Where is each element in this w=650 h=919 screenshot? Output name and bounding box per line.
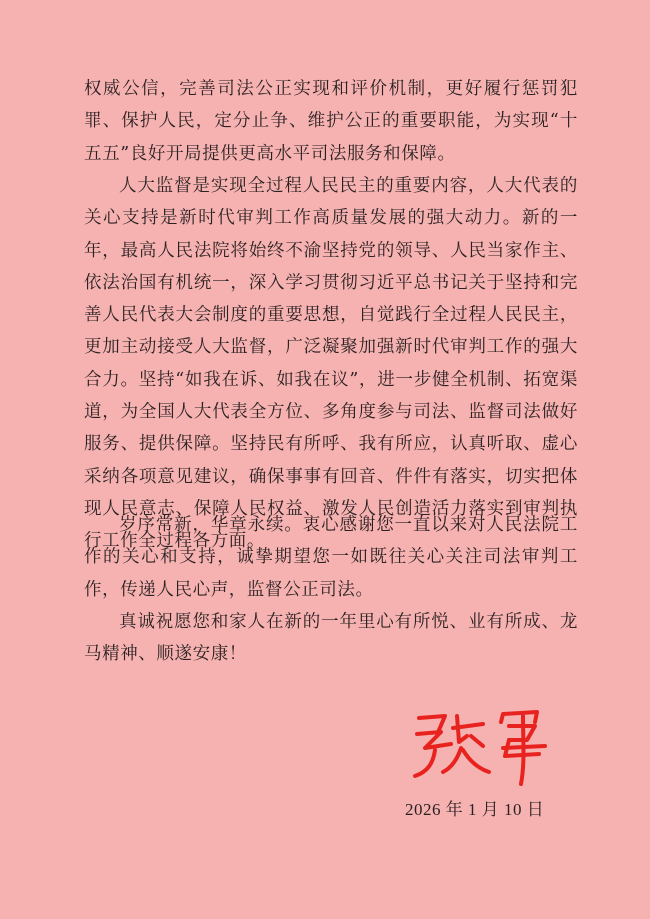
paragraph-3: 岁序常新，华章永续。衷心感谢您一直以来对人民法院工作的关心和支持，诚挚期望您一如既往关心关注司法审判工作，传递人民心声，监督公正司法。 (84, 515, 578, 600)
handwritten-signature (405, 706, 555, 786)
letter-date: 2026 年 1 月 10 日 (405, 800, 545, 819)
paragraph-4: 真诚祝愿您和家人在新的一年里心有所悦、业有所成、龙马精神、顺遂安康！ (84, 612, 578, 665)
paragraph-1: 权威公信，完善司法公正实现和评价机制，更好履行惩罚犯罪、保护人民，定分止争、维护公正的重要职能，为实现“十五五”良好开局提供更高水平司法服务和保障。 (84, 79, 578, 164)
paragraph-2: 人大监督是实现全过程人民民主的重要内容，人大代表的关心支持是新时代审判工作高质量发展的强大动力。新的一年，最高人民法院将始终不渝坚持党的领导、人民当家作主、依法治国有机统一，深入学习贯彻习近平总书记关于坚持和完善人民代表大会制度的重要思想，自觉践行全过程人民民主，更加主动接受人大监督，广泛凝聚加强新时代审判工作的强大合力。坚持“如我在诉、如我在议”，进一步健全机制、拓宽渠道，为全国人大代表全方位、多角度参与司法、监督司法做好服务、提供保障。坚持民有所呼、我有所应，认真听取、虚心采纳各项意见建议，确保事事有回音、件件有落实，切实把体现人民意志、保障人民权益、激发人民创造活力落实到审判执行工作全过程各方面。 (84, 176, 578, 552)
